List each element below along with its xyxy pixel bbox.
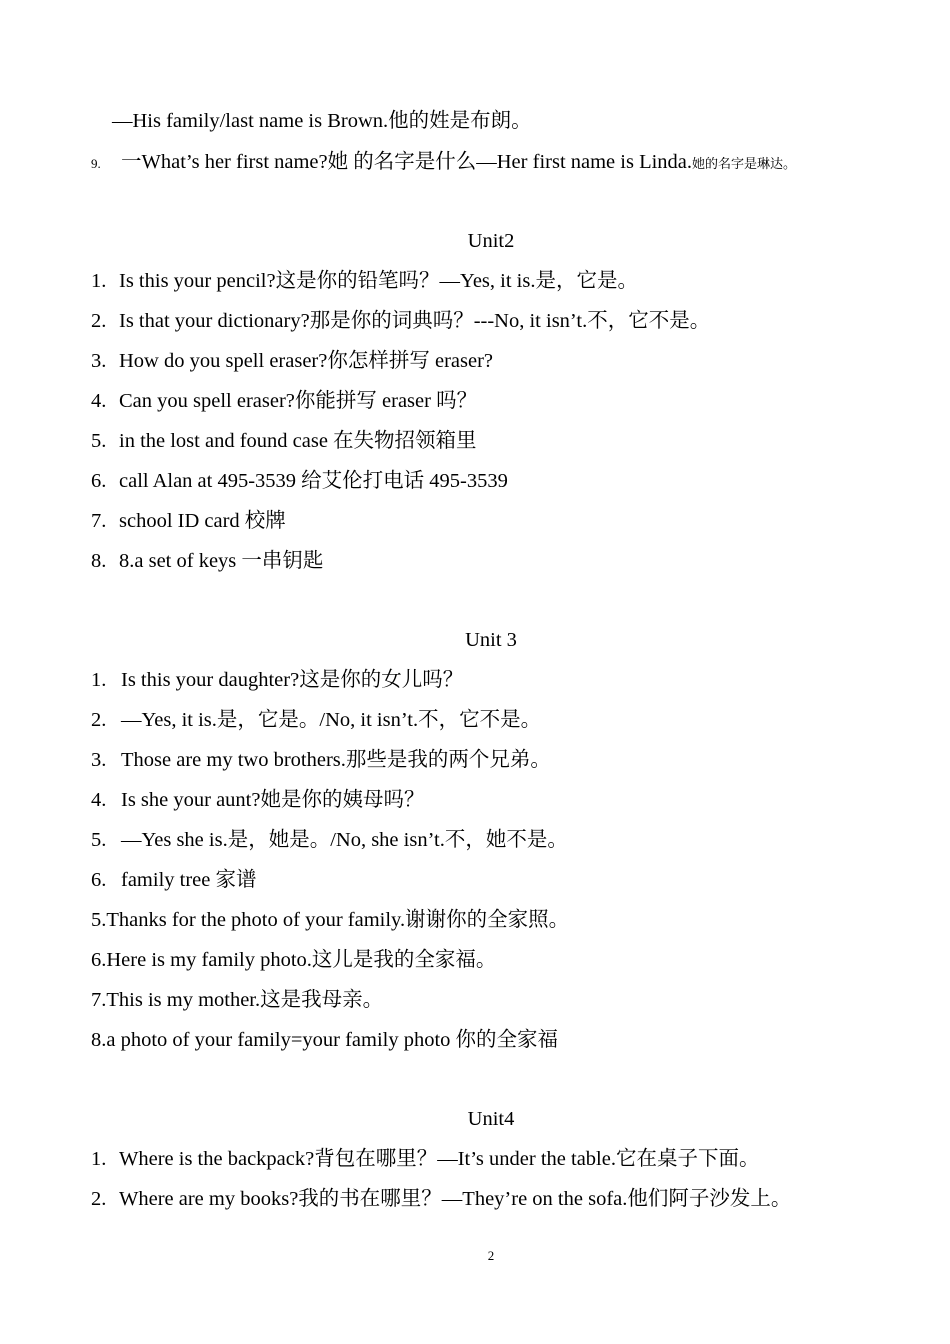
item-number: 5. [91, 829, 107, 851]
item-number: 4. [91, 789, 107, 811]
item-number: 5. [91, 430, 107, 452]
list-item [91, 308, 710, 334]
item-text: Is this your pencil?这是你的铅笔吗？—Yes, it is.是，它是。 [119, 270, 638, 292]
item-number: 2. [91, 709, 107, 731]
list-item [91, 508, 286, 534]
list-item [91, 867, 256, 893]
item-text-small: 她的名字是琳达。 [692, 156, 797, 171]
list-item [91, 827, 568, 853]
section-title: Unit 3 [465, 629, 517, 651]
text-line: —His family/last name is Brown.他的姓是布朗。 [112, 110, 532, 132]
list-item [91, 707, 541, 733]
item-text: Is that your dictionary?那是你的词典吗？---No, it isn’t.不，它不是。 [119, 310, 711, 332]
item-text: —Yes, it is.是，它是。/No, it isn’t.不，它不是。 [121, 709, 542, 731]
item-number: 1. [91, 270, 107, 292]
list-item [91, 787, 424, 813]
item-number: 2. [91, 310, 107, 332]
item-number: 6. [91, 869, 107, 891]
list-item [91, 428, 477, 454]
item-text: —Yes she is.是，她是。/No, she isn’t.不，她不是。 [121, 829, 568, 851]
list-item [91, 667, 463, 693]
item-text: call Alan at 495-3539 给艾伦打电话 495-3539 [119, 470, 508, 492]
list-item [91, 1186, 791, 1212]
section-title: Unit2 [467, 230, 515, 252]
item-text: school ID card 校牌 [119, 510, 286, 532]
list-item [91, 747, 551, 773]
text-line: 8.a photo of your family=your family photo 你的全家福 [91, 1029, 559, 1051]
item-number: 6. [91, 470, 107, 492]
item-number: 9. [91, 156, 101, 171]
list-item [91, 348, 493, 374]
item-number: 4. [91, 390, 107, 412]
item-text: in the lost and found case 在失物招领箱里 [119, 430, 477, 452]
item-number: 7. [91, 510, 107, 532]
item-number: 1. [91, 669, 107, 691]
item-text: Where is the backpack?背包在哪里？—It’s under the table.它在桌子下面。 [119, 1148, 760, 1170]
item-number: 3. [91, 350, 107, 372]
list-item [91, 548, 323, 574]
item-text: family tree 家谱 [121, 869, 257, 891]
section-title: Unit4 [467, 1108, 515, 1130]
list-item [91, 388, 477, 414]
item-text: How do you spell eraser?你怎样拼写 eraser? [119, 350, 494, 372]
item-text: Where are my books?我的书在哪里？—They’re on the sofa.他们阿子沙发上。 [119, 1188, 792, 1210]
item-text: Is this your daughter?这是你的女儿吗？ [121, 669, 464, 691]
list-item [91, 268, 638, 294]
item-text: 8.a set of keys 一串钥匙 [119, 550, 324, 572]
list-item [91, 468, 508, 494]
item-number: 2. [91, 1188, 107, 1210]
text-line: 7.This is my mother.这是我母亲。 [91, 989, 384, 1011]
text-line: 5.Thanks for the photo of your family.谢谢你的全家照。 [91, 909, 570, 931]
item-text: Can you spell eraser?你能拼写 eraser 吗？ [119, 390, 478, 412]
item-text: Those are my two brothers.那些是我的两个兄弟。 [121, 749, 551, 771]
list-item [91, 1146, 759, 1172]
list-item [91, 149, 796, 177]
item-text: 一What’s her first name?她 的名字是什么—Her first name is Linda. [121, 151, 693, 173]
item-text: Is she your aunt?她是你的姨母吗？ [121, 789, 425, 811]
page-number: 2 [487, 1248, 495, 1263]
text-line: 6.Here is my family photo.这儿是我的全家福。 [91, 949, 497, 971]
item-number: 8. [91, 550, 107, 572]
item-number: 1. [91, 1148, 107, 1170]
item-number: 3. [91, 749, 107, 771]
